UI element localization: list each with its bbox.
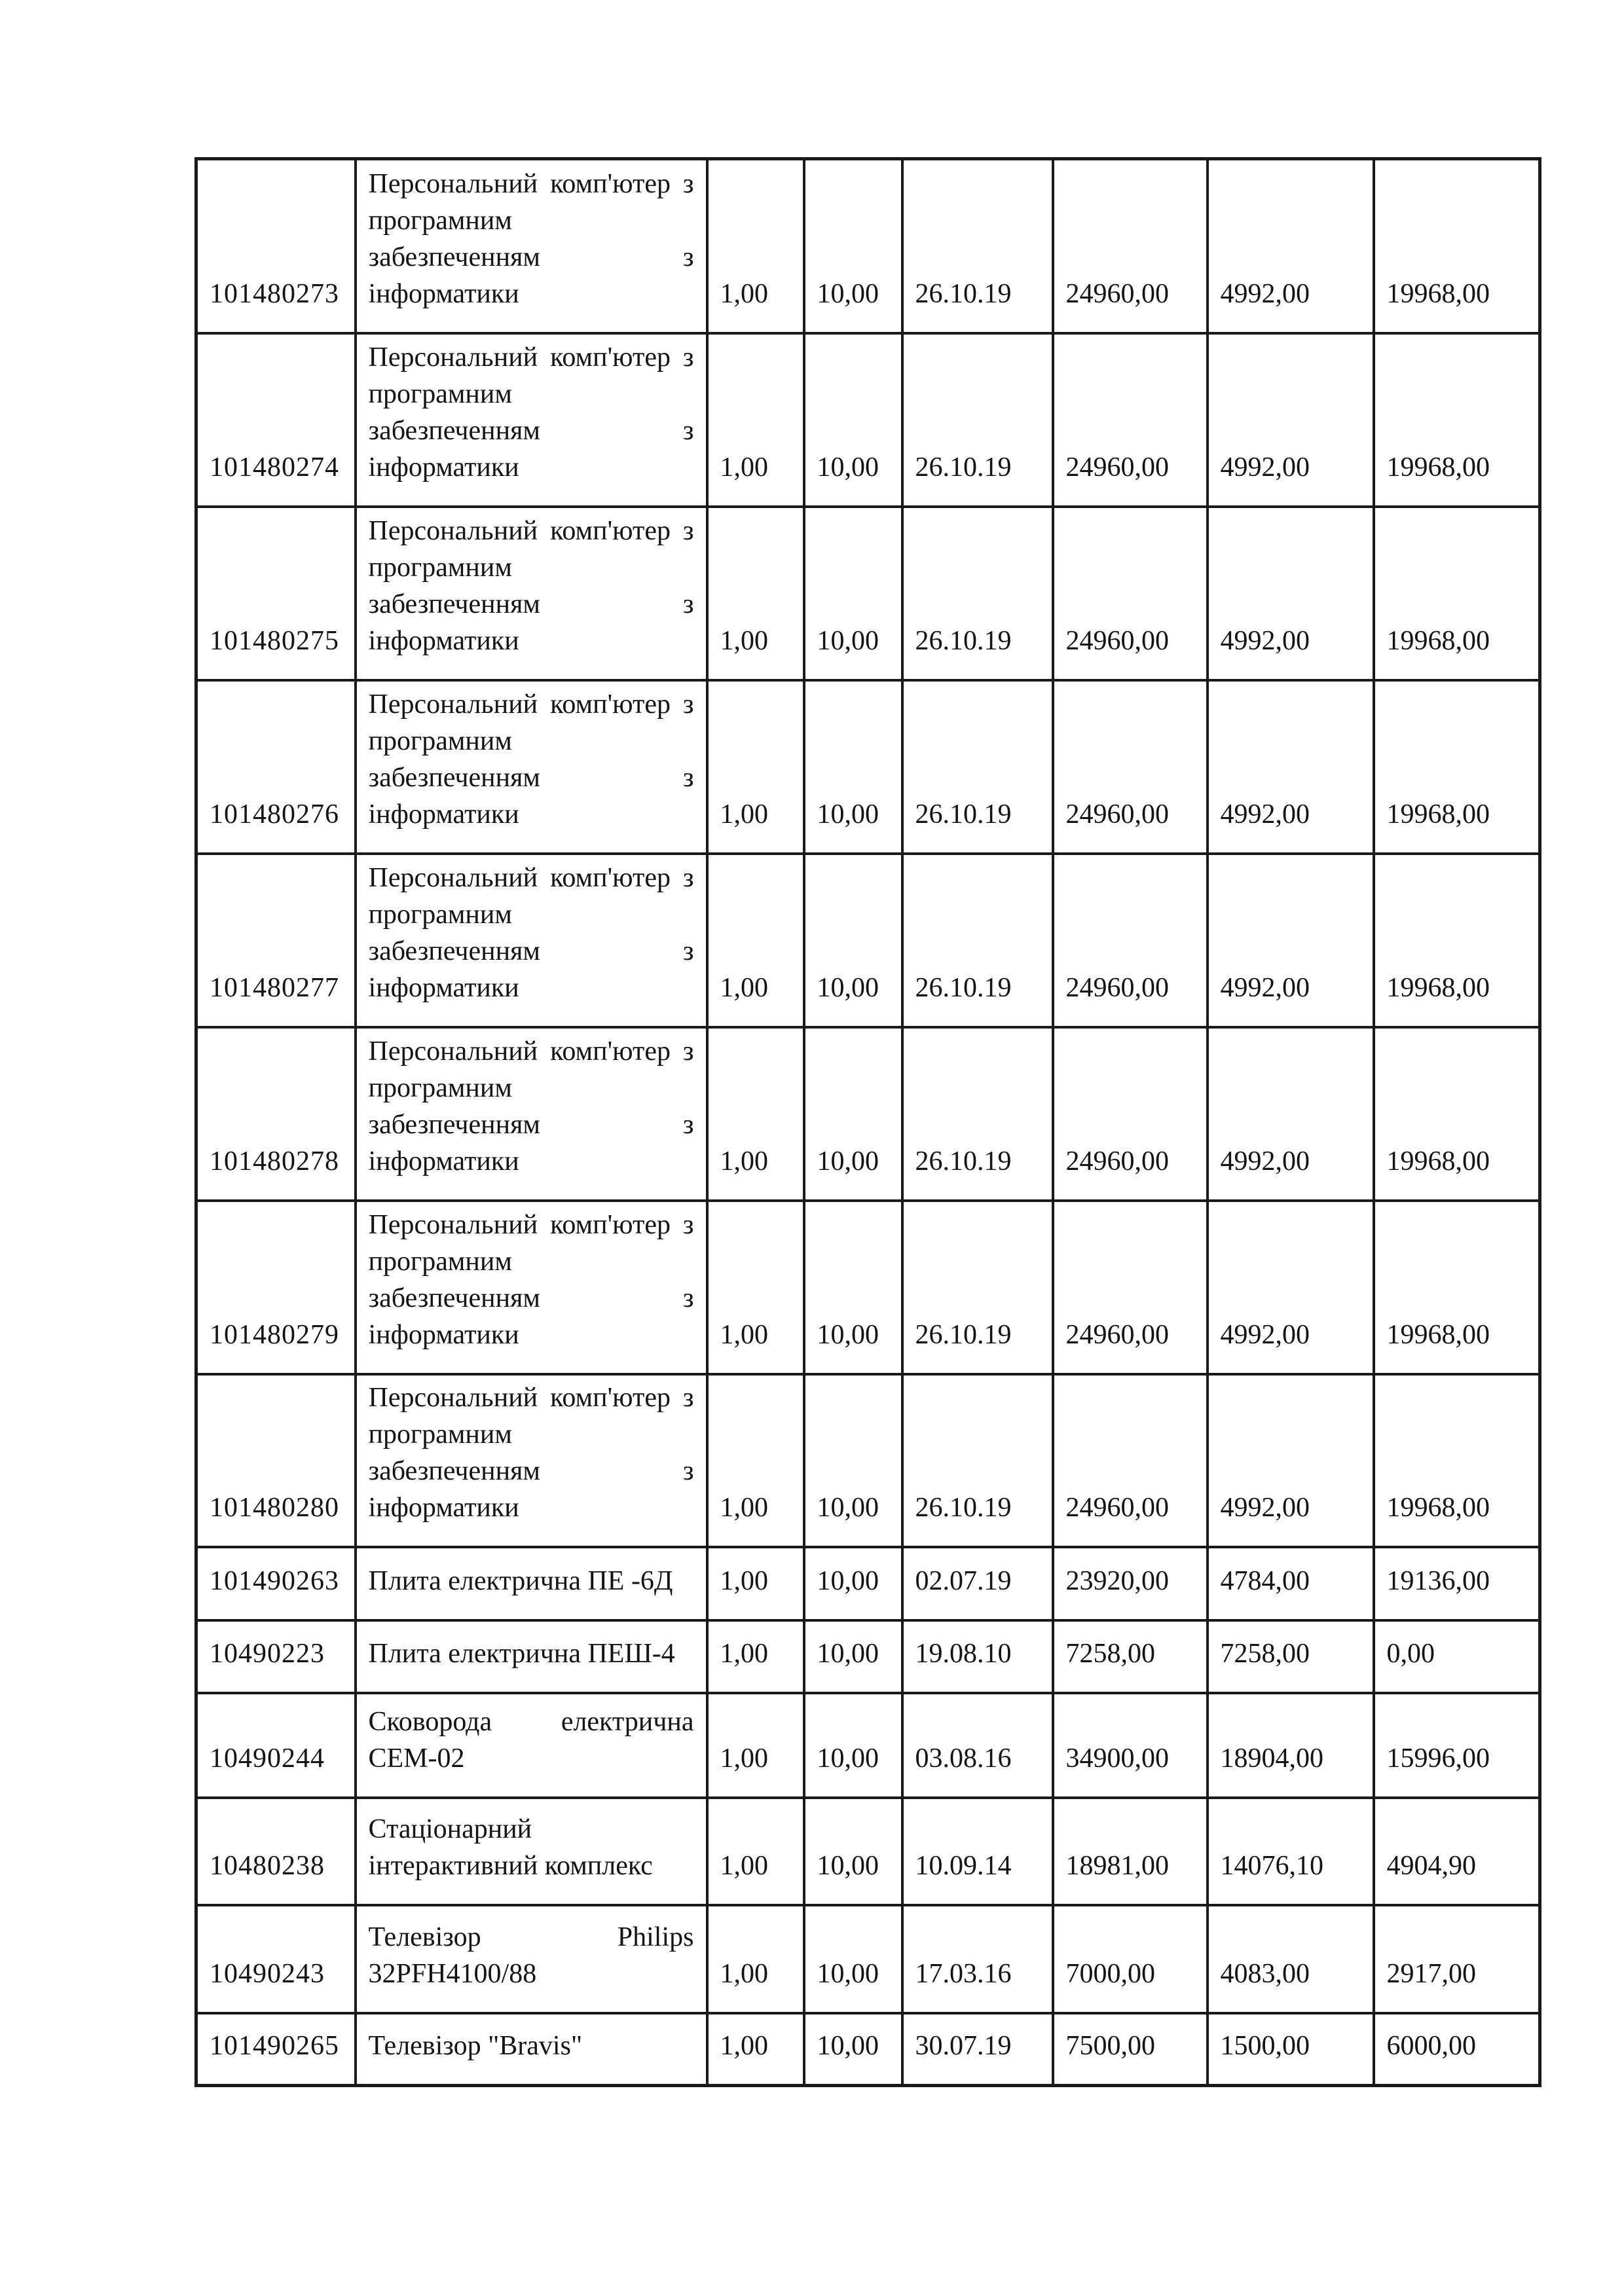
description-line [369,723,694,759]
description-line: Плита електрична ПЕШ-4 [368,1638,675,1669]
description-word: Персональний [368,342,538,373]
residual-cell: 19968,00 [1374,1027,1540,1201]
date-cell: 19.08.10 [902,1620,1053,1693]
date-cell: 26.10.19 [902,680,1053,854]
rate-cell: 10,00 [804,1374,902,1547]
quantity-cell: 1,00 [707,1620,804,1693]
initial-cost-cell: 24960,00 [1053,159,1208,333]
wear-cell: 4992,00 [1208,1374,1374,1547]
description-line [369,239,694,276]
description-line [369,412,694,449]
quantity-cell: 1,00 [707,1693,804,1798]
inventory-number-cell: 101480273 [196,159,356,333]
description-cell [356,1027,707,1201]
description-word: програмним [368,378,512,409]
description-line: інформатики [368,799,519,829]
wear-cell: 4992,00 [1208,1201,1374,1374]
description-word: електрична [561,1706,694,1737]
description-word: забезпеченням [368,1283,540,1313]
quantity-cell: 1,00 [707,1905,804,2013]
description-line [369,1280,694,1317]
description-word: забезпеченням [368,589,540,619]
initial-cost-cell: 18981,00 [1053,1798,1208,1905]
description-cell [356,159,707,333]
table-row [196,1798,1540,1905]
rate-cell: 10,00 [804,1798,902,1905]
description-line [369,1106,694,1143]
wear-cell: 4083,00 [1208,1905,1374,2013]
description-word: з [682,1455,694,1486]
date-cell: 26.10.19 [902,159,1053,333]
description-line [369,1033,694,1070]
description-cell [356,1620,707,1693]
description-word: забезпеченням [368,762,540,793]
initial-cost-cell: 24960,00 [1053,507,1208,680]
wear-cell: 4992,00 [1208,1027,1374,1201]
date-cell: 02.07.19 [902,1547,1053,1620]
description-word: Персональний [368,1036,538,1066]
rate-cell: 10,00 [804,2013,902,2086]
description-line: інформатики [368,452,519,483]
inventory-number-cell: 10490244 [196,1693,356,1798]
quantity-cell: 1,00 [707,1547,804,1620]
table-body [196,159,1540,2086]
quantity-cell: 1,00 [707,1201,804,1374]
description-line [369,586,694,623]
rate-cell: 10,00 [804,854,902,1027]
table-row [196,2013,1540,2086]
description-word: комп'ютер [550,862,671,893]
description-word: програмним [368,1246,512,1277]
date-cell: 26.10.19 [902,333,1053,507]
date-cell: 26.10.19 [902,507,1053,680]
initial-cost-cell: 24960,00 [1053,333,1208,507]
quantity-cell: 1,00 [707,1374,804,1547]
date-cell: 26.10.19 [902,1201,1053,1374]
description-word: з [682,1209,694,1240]
description-word: програмним [368,205,512,236]
quantity-cell: 1,00 [707,1027,804,1201]
description-word: з [682,589,694,619]
quantity-cell: 1,00 [707,2013,804,2086]
description-word: програмним [368,899,512,930]
inventory-number-cell: 101480279 [196,1201,356,1374]
inventory-number-cell: 101490263 [196,1547,356,1620]
quantity-cell: 1,00 [707,854,804,1027]
description-line: інформатики [368,1492,519,1523]
description-line [369,1379,694,1416]
date-cell: 26.10.19 [902,854,1053,1027]
description-line [369,759,694,796]
description-word: з [682,1109,694,1140]
wear-cell: 18904,00 [1208,1693,1374,1798]
description-word: забезпеченням [368,1109,540,1140]
rate-cell: 10,00 [804,1547,902,1620]
residual-cell: 19968,00 [1374,1201,1540,1374]
description-word: комп'ютер [550,689,671,720]
residual-cell: 6000,00 [1374,2013,1540,2086]
quantity-cell: 1,00 [707,333,804,507]
description-line [369,686,694,723]
initial-cost-cell: 24960,00 [1053,1027,1208,1201]
table-row [196,1905,1540,2013]
date-cell: 10.09.14 [902,1798,1053,1905]
quantity-cell: 1,00 [707,1798,804,1905]
description-line [369,1704,694,1740]
description-word: з [682,415,694,446]
description-word: Персональний [368,1209,538,1240]
description-cell [356,1547,707,1620]
table-row [196,1693,1540,1798]
description-line [369,376,694,412]
rate-cell: 10,00 [804,1027,902,1201]
description-line: 32PFH4100/88 [368,1958,537,1989]
initial-cost-cell: 7258,00 [1053,1620,1208,1693]
rate-cell: 10,00 [804,333,902,507]
residual-cell: 19968,00 [1374,333,1540,507]
description-word: забезпеченням [368,415,540,446]
description-word: програмним [368,552,512,583]
inventory-number-cell: 101480278 [196,1027,356,1201]
wear-cell: 4784,00 [1208,1547,1374,1620]
date-cell: 03.08.16 [902,1693,1053,1798]
description-word: Телевізор [368,1922,481,1952]
initial-cost-cell: 24960,00 [1053,680,1208,854]
residual-cell: 19968,00 [1374,854,1540,1027]
description-line [369,896,694,933]
initial-cost-cell: 23920,00 [1053,1547,1208,1620]
rate-cell: 10,00 [804,1201,902,1374]
inventory-number-cell: 10490223 [196,1620,356,1693]
description-word: з [682,168,694,199]
description-word: Стаціонарний [368,1813,532,1844]
description-word: Персональний [368,515,538,546]
table-row [196,680,1540,854]
description-word: комп'ютер [550,1382,671,1413]
description-cell [356,854,707,1027]
date-cell: 26.10.19 [902,1027,1053,1201]
initial-cost-cell: 7000,00 [1053,1905,1208,2013]
wear-cell: 7258,00 [1208,1620,1374,1693]
wear-cell: 4992,00 [1208,159,1374,333]
inventory-number-cell: 101480276 [196,680,356,854]
description-word: з [682,862,694,893]
wear-cell: 4992,00 [1208,854,1374,1027]
inventory-number-cell: 101480277 [196,854,356,1027]
date-cell: 17.03.16 [902,1905,1053,2013]
description-line: Телевізор "Bravis" [368,2031,583,2061]
description-word: забезпеченням [368,242,540,272]
residual-cell: 19136,00 [1374,1547,1540,1620]
residual-cell: 19968,00 [1374,680,1540,854]
description-cell [356,1693,707,1798]
quantity-cell: 1,00 [707,159,804,333]
description-cell [356,1798,707,1905]
inventory-number-cell: 101480280 [196,1374,356,1547]
residual-cell: 19968,00 [1374,159,1540,333]
residual-cell: 15996,00 [1374,1693,1540,1798]
wear-cell: 4992,00 [1208,507,1374,680]
date-cell: 26.10.19 [902,1374,1053,1547]
description-line [369,166,694,202]
description-line [369,549,694,586]
description-word: з [682,762,694,793]
description-word: комп'ютер [550,515,671,546]
rate-cell: 10,00 [804,1620,902,1693]
initial-cost-cell: 24960,00 [1053,1374,1208,1547]
description-line [369,202,694,239]
wear-cell: 4992,00 [1208,333,1374,507]
description-line [369,1919,694,1956]
description-word: з [682,342,694,373]
inventory-number-cell: 101490265 [196,2013,356,2086]
description-line: інформатики [368,972,519,1003]
description-cell [356,333,707,507]
inventory-number-cell: 101480275 [196,507,356,680]
description-word: програмним [368,1419,512,1449]
description-line: інформатики [368,278,519,309]
wear-cell: 4992,00 [1208,680,1374,854]
description-word: комп'ютер [550,1209,671,1240]
table-row [196,1027,1540,1201]
description-word: Персональний [368,862,538,893]
description-word: Сковорода [368,1706,492,1737]
description-word: забезпеченням [368,1455,540,1486]
description-line: інформатики [368,1146,519,1176]
table-row [196,1201,1540,1374]
description-word: комп'ютер [550,1036,671,1066]
initial-cost-cell: 7500,00 [1053,2013,1208,2086]
description-word: з [682,936,694,966]
description-word: Персональний [368,168,538,199]
table-row [196,1547,1540,1620]
table-row [196,507,1540,680]
rate-cell: 10,00 [804,680,902,854]
description-line: інтерактивний комплекс [368,1850,653,1881]
description-word: з [682,689,694,720]
description-line [369,1207,694,1243]
rate-cell: 10,00 [804,1693,902,1798]
description-word: забезпеченням [368,936,540,966]
initial-cost-cell: 34900,00 [1053,1693,1208,1798]
table-row [196,159,1540,333]
quantity-cell: 1,00 [707,680,804,854]
description-line: інформатики [368,625,519,656]
date-cell: 30.07.19 [902,2013,1053,2086]
inventory-table [194,157,1541,2087]
table-row [196,333,1540,507]
description-word: з [682,1283,694,1313]
table-row [196,1620,1540,1693]
table-row [196,854,1540,1027]
description-line: СЕМ-02 [368,1743,465,1774]
quantity-cell: 1,00 [707,507,804,680]
description-cell [356,2013,707,2086]
description-line [369,1416,694,1453]
residual-cell: 0,00 [1374,1620,1540,1693]
description-line [369,1243,694,1280]
inventory-number-cell: 10480238 [196,1798,356,1905]
description-word: з [682,1382,694,1413]
inventory-number-cell: 101480274 [196,333,356,507]
description-word: програмним [368,1072,512,1103]
description-cell [356,507,707,680]
description-line [369,933,694,970]
description-cell [356,1201,707,1374]
description-line [369,513,694,549]
wear-cell: 14076,10 [1208,1798,1374,1905]
description-word: Персональний [368,1382,538,1413]
description-word: програмним [368,725,512,756]
description-word: з [682,515,694,546]
description-line: Плита електрична ПЕ -6Д [368,1565,673,1596]
residual-cell: 19968,00 [1374,507,1540,680]
initial-cost-cell: 24960,00 [1053,1201,1208,1374]
description-cell [356,680,707,854]
description-cell [356,1374,707,1547]
rate-cell: 10,00 [804,159,902,333]
description-line: інформатики [368,1319,519,1350]
description-line [369,1070,694,1106]
description-word: з [682,242,694,272]
residual-cell: 4904,90 [1374,1798,1540,1905]
description-word: Персональний [368,689,538,720]
wear-cell: 1500,00 [1208,2013,1374,2086]
rate-cell: 10,00 [804,507,902,680]
residual-cell: 2917,00 [1374,1905,1540,2013]
description-word: з [682,1036,694,1066]
table-row [196,1374,1540,1547]
description-word: Philips [617,1922,694,1952]
rate-cell: 10,00 [804,1905,902,2013]
description-line [369,860,694,896]
residual-cell: 19968,00 [1374,1374,1540,1547]
description-cell [356,1905,707,2013]
description-word: комп'ютер [550,342,671,373]
description-word: комп'ютер [550,168,671,199]
description-line [369,1811,694,1848]
inventory-number-cell: 10490243 [196,1905,356,2013]
initial-cost-cell: 24960,00 [1053,854,1208,1027]
description-line [369,1453,694,1489]
description-line [369,339,694,376]
